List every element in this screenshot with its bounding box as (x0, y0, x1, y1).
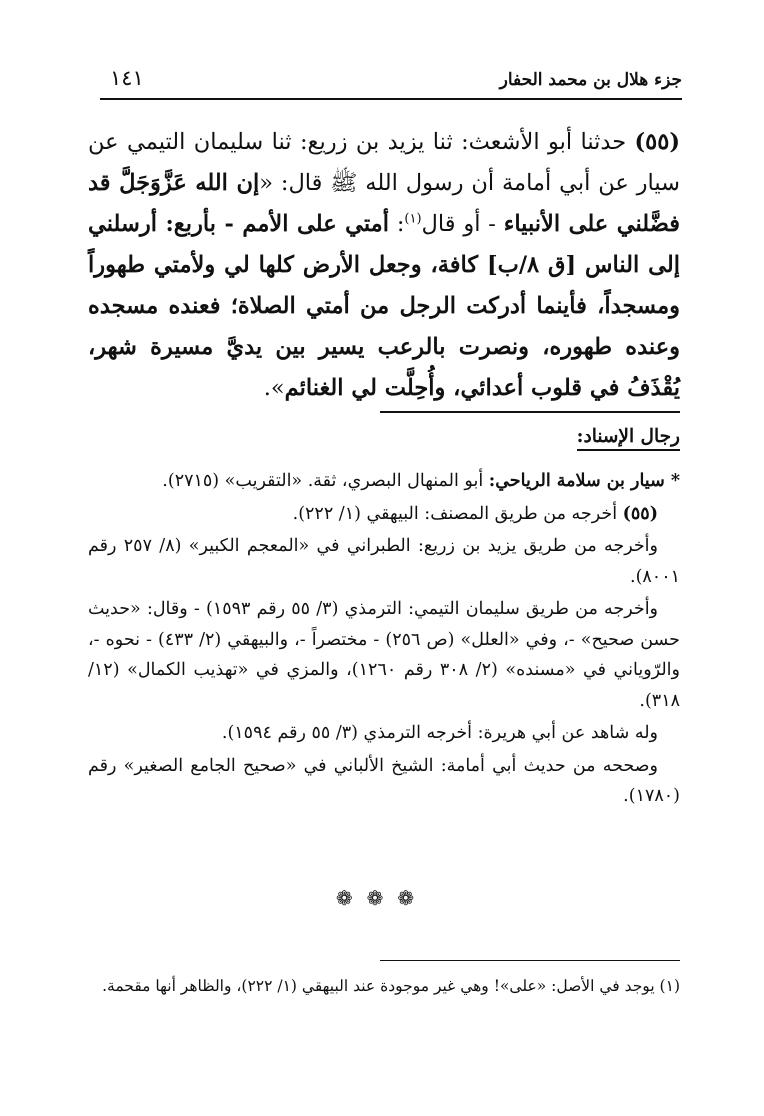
ornament-divider-icon: ❁❁❁ (335, 886, 429, 910)
hadith-chain: حدثنا أبو الأشعث: ثنا يزيد بن زريع: ثنا سليمان التيمي عن سيار عن أبي أمامة أن رسول الله ﷺ قال: « (88, 129, 680, 196)
commentary (88, 466, 680, 814)
narrator-entry (88, 466, 680, 497)
narrator-description: أبو المنهال البصري، ثقة. «التقريب» (٢٧١٥). (162, 471, 489, 491)
takhrij-paragraph-3: وأخرجه من طريق سليمان التيمي: الترمذي (٣/ ٥٥ رقم ١٥٩٣) - وقال: «حديث حسن صحيح» -، وفي «العلل» (ص ٢٥٦) - مختصراً -، والبيهقي (٢/ ٤٣٣) - نحوه -، والرّوياني في «مسنده» (٢/ ٣٠٨ رقم ١٢٦٠)، والمزي في «تهذيب الكمال» (١٢/ ٣١٨). (88, 599, 680, 711)
hadith-variant: - أو قال (421, 211, 504, 237)
footnote-marker[interactable]: (١) (404, 211, 422, 227)
takhrij-text-1: أخرجه من طريق المصنف: البيهقي (١/ ٢٢٢). (292, 503, 623, 524)
hadith-number: (٥٥) (634, 129, 680, 155)
hadith-text (88, 122, 680, 409)
hadith-closing: ». (263, 375, 285, 401)
hadith-matn-start: إن الله عَزَّوَجَلَّ قد فضَّلني على الأنبياء (88, 170, 681, 237)
takhrij-paragraph-5: وصححه من حديث أبي أمامة: الشيخ الألباني في «صحيح الجامع الصغير» رقم (١٧٨٠). (88, 755, 680, 806)
footnote-divider (380, 960, 680, 961)
running-title: جزء هلال بن محمد الحفار (499, 70, 682, 90)
takhrij-paragraph-4: وله شاهد عن أبي هريرة: أخرجه الترمذي (٣/ ٥٥ رقم ١٥٩٤). (221, 723, 658, 743)
takhrij-paragraph-1 (88, 499, 680, 530)
takhrij-number: (٥٥) (622, 503, 658, 524)
takhrij-paragraph-2: وأخرجه من طريق يزيد بن زريع: الطبراني في «المعجم الكبير» (٨/ ٢٥٧ رقم ٨٠٠١). (88, 536, 680, 587)
star-icon: * (670, 471, 680, 491)
running-head (100, 66, 682, 100)
section-divider (380, 411, 680, 413)
page-number: ١٤١ (110, 66, 144, 90)
footnote: (١) يوجد في الأصل: «على»! وهي غير موجودة عند البيهقي (١/ ٢٢٢)، والظاهر أنها مقحمة. (102, 977, 680, 995)
hadith-separator: : (388, 211, 405, 237)
section-heading: رجال الإسناد: (577, 426, 680, 451)
hadith-matn-body: أمتي على الأمم - بأربع: أرسلني إلى الناس [ق ٨/ب] كافة، وجعل الأرض كلها لي ولأمتي طهوراً ومسجداً، فأينما أدركت الرجل من أمتي الصلاة؛ فعنده مسجده وعنده طهوره، ونصرت بالرعب يسير بين يديَّ مسيرة شهر، يُقْذَفُ في قلوب أعدائي، وأُحِلَّت لي الغنائم (88, 211, 680, 401)
narrator-name: سيار بن سلامة الرياحي: (488, 471, 671, 491)
